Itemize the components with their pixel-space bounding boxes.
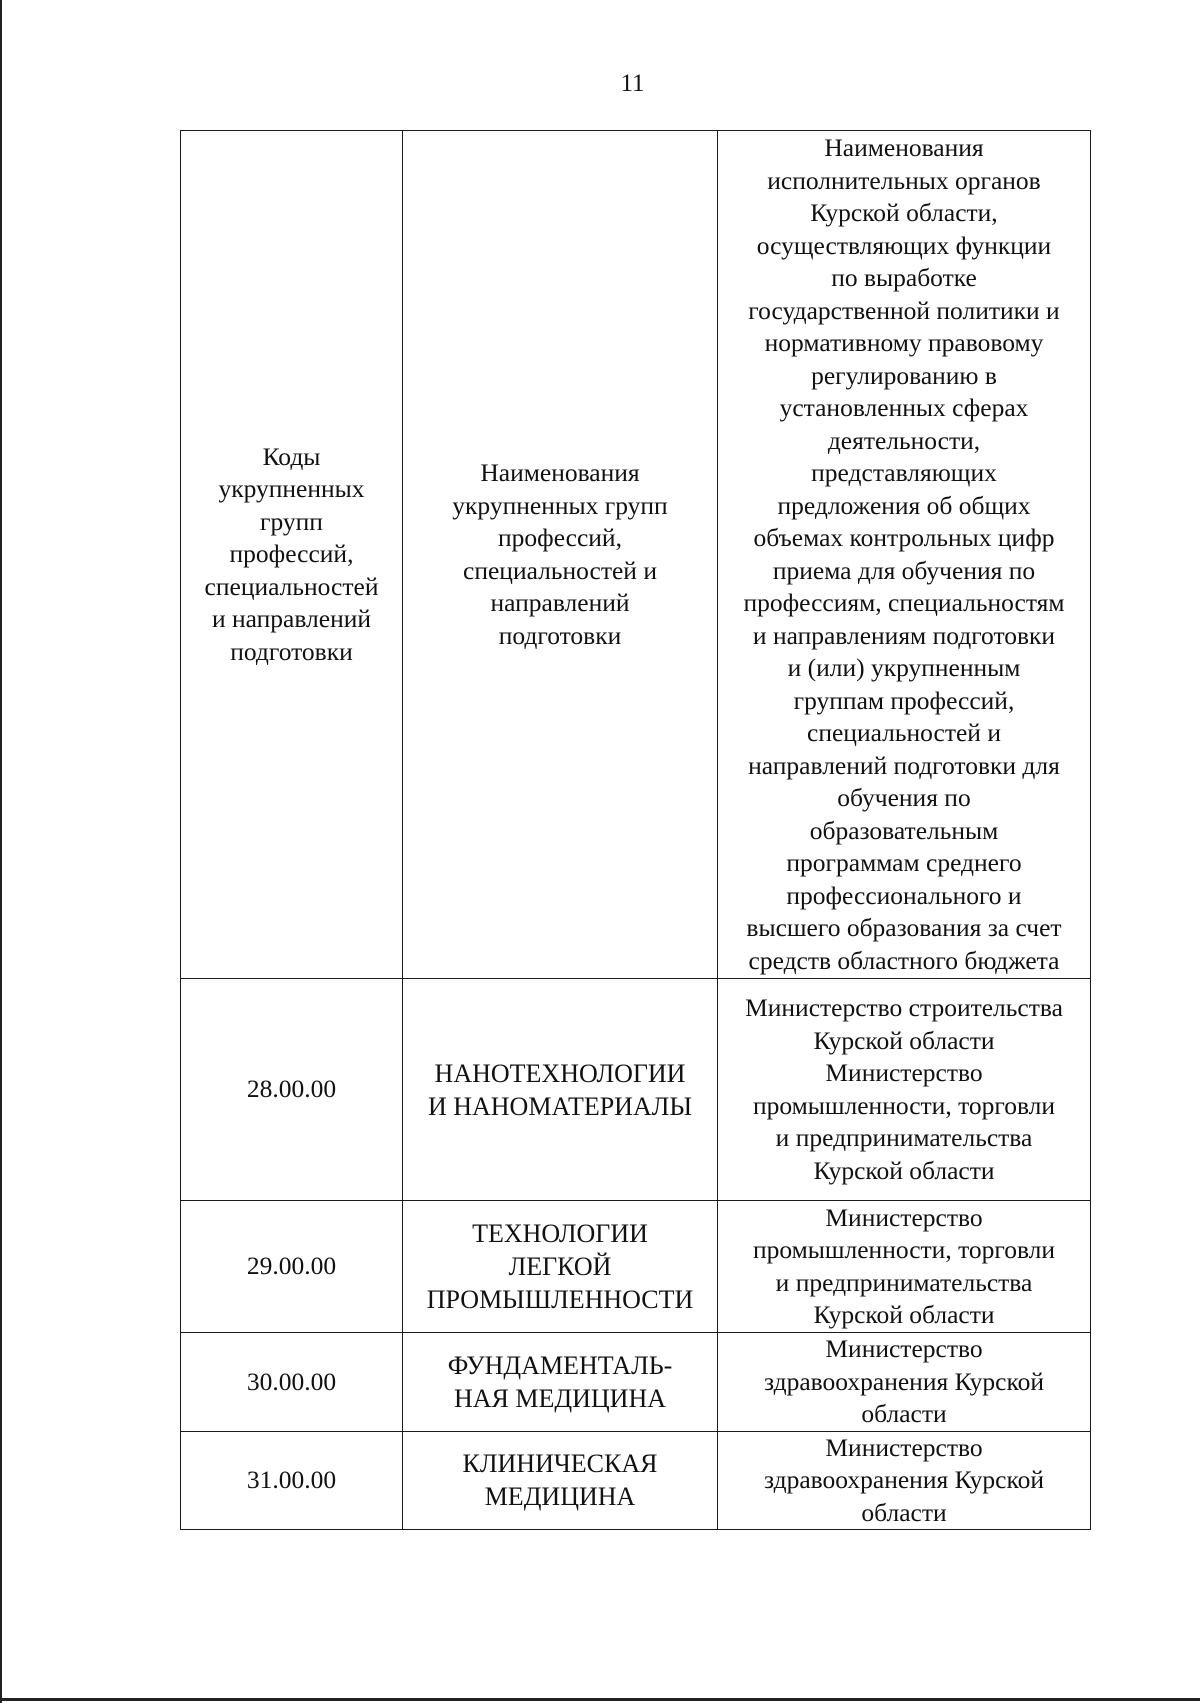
- row-name-cell: [403, 1333, 718, 1432]
- row-code: 29.00.00: [246, 1251, 337, 1281]
- header-cell-org: [718, 131, 1091, 979]
- specialties-table: [180, 130, 1091, 1530]
- header-cell-code: [181, 131, 403, 979]
- header-code-text: Коды укрупненных групп профессий, специальностей и направлений подготовки: [204, 441, 379, 666]
- header-cell-name: [403, 131, 718, 979]
- row-org-cell: [718, 1333, 1091, 1432]
- row-code: 31.00.00: [246, 1465, 337, 1494]
- row-code: 28.00.00: [246, 1074, 337, 1104]
- row-name-cell: [403, 979, 718, 1201]
- row-org-cell: [718, 1201, 1091, 1333]
- header-name-text: Наименования укрупненных групп профессий, специальностей и направлений подготовки: [452, 458, 668, 650]
- page-number: 11: [620, 70, 645, 97]
- row-code-cell: [181, 1431, 403, 1530]
- scan-bottom-edge-line: [0, 1698, 1200, 1701]
- row-name-cell: [403, 1201, 718, 1333]
- row-code-cell: [181, 1333, 403, 1432]
- row-code-cell: [181, 979, 403, 1201]
- table-row: [181, 1333, 1091, 1432]
- row-name: КЛИНИЧЕСКАЯ МЕДИЦИНА: [462, 1449, 658, 1512]
- row-org: Министерство промышленности, торговли и предпринимательства Курской области: [752, 1202, 1056, 1329]
- table-row: [181, 1201, 1091, 1333]
- row-name: НАНОТЕХНОЛОГИИ И НАНОМАТЕРИАЛЫ: [427, 1058, 693, 1121]
- row-org: Министерство строительства Курской области Министерство промышленности, торговли и предпринимательства Курской области: [745, 993, 1063, 1185]
- row-org: Министерство здравоохранения Курской области: [764, 1432, 1044, 1527]
- row-name: ФУНДАМЕНТАЛЬ- НАЯ МЕДИЦИНА: [447, 1350, 673, 1413]
- row-name-cell: [403, 1431, 718, 1530]
- header-org-text: Наименования исполнительных органов Курской области, осуществляющих функции по выработке государственной политики и нормативному правовому регулированию в установленных сферах деятельности, представляющих предложения об общих объемах контрольных цифр приема для обучения по профессиям, специальностям и направлениям подготовки и (или) укрупненным группам профессий, специальностей и направлений подготовки для обучения по образовательным программам среднего профессионального и высшего образования за счет средств областного бюджета: [743, 133, 1065, 975]
- scan-left-edge-line: [0, 0, 2, 1703]
- row-code: 30.00.00: [246, 1366, 337, 1396]
- row-org-cell: [718, 1431, 1091, 1530]
- row-code-cell: [181, 1201, 403, 1333]
- row-name: ТЕХНОЛОГИИ ЛЕГКОЙ ПРОМЫШЛЕННОСТИ: [426, 1219, 694, 1314]
- table-header-row: [181, 131, 1091, 979]
- row-org-cell: [718, 979, 1091, 1201]
- row-org: Министерство здравоохранения Курской области: [764, 1334, 1044, 1428]
- table-row: [181, 979, 1091, 1201]
- table-row: [181, 1431, 1091, 1530]
